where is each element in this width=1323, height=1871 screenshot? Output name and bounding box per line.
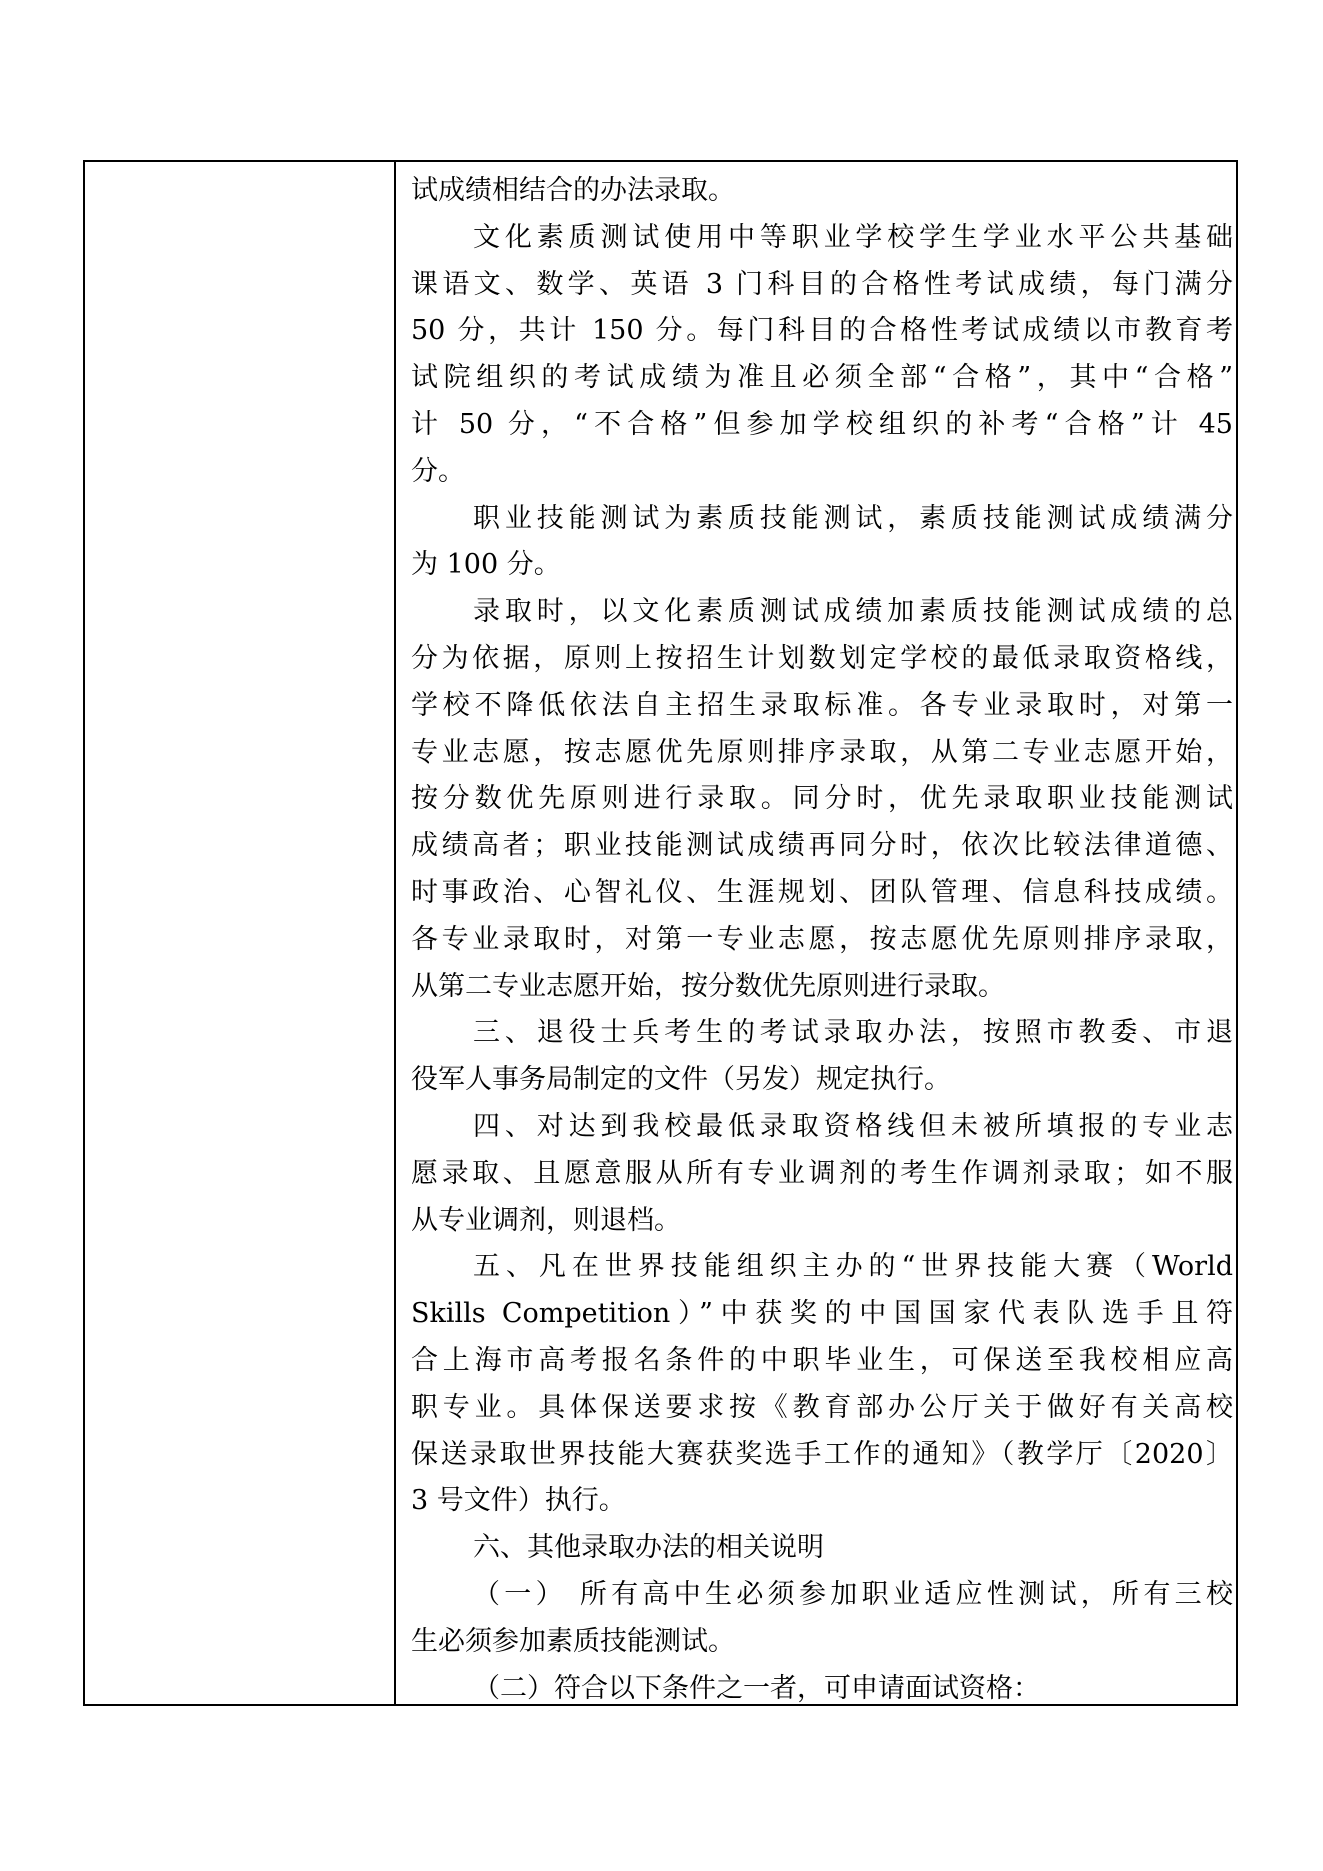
text-line: 按分数优先原则进行录取。同分时，优先录取职业技能测试: [411, 783, 1233, 815]
text-line: 3 号文件）执行。: [411, 1485, 626, 1517]
text-line: 成绩高者；职业技能测试成绩再同分时，依次比较法律道德、: [411, 830, 1233, 862]
text-line: 录取时，以文化素质测试成绩加素质技能测试成绩的总: [473, 596, 1233, 628]
text-line: 三、退役士兵考生的考试录取办法，按照市教委、市退: [473, 1017, 1233, 1049]
text-line: 试院组织的考试成绩为准且必须全部“合格”，其中“合格”: [411, 362, 1233, 394]
text-line: 分为依据，原则上按招生计划数划定学校的最低录取资格线，: [411, 642, 1233, 674]
table-content-cell: [411, 168, 1233, 1712]
text-line: （一） 所有高中生必须参加职业适应性测试，所有三校: [473, 1578, 1233, 1610]
text-line: 各专业录取时，对第一专业志愿，按志愿优先原则排序录取，: [411, 923, 1233, 955]
text-line: 愿录取、且愿意服从所有专业调剂的考生作调剂录取；如不服: [411, 1157, 1233, 1189]
text-line: 时事政治、心智礼仪、生涯规划、团队管理、信息科技成绩。: [411, 876, 1233, 908]
text-line: 职专业。具体保送要求按《教育部办公厅关于做好有关高校: [411, 1391, 1233, 1423]
text-line: 生必须参加素质技能测试。: [411, 1625, 735, 1657]
text-line: 合上海市高考报名条件的中职毕业生，可保送至我校相应高: [411, 1344, 1233, 1376]
text-line: 文化素质测试使用中等职业学校学生学业水平公共基础: [473, 221, 1233, 253]
text-line: 课语文、数学、英语 3 门科目的合格性考试成绩，每门满分: [411, 268, 1233, 300]
text-line: 计 50 分，“不合格”但参加学校组织的补考“合格”计 45: [411, 408, 1233, 440]
text-line: 从专业调剂，则退档。: [411, 1204, 681, 1236]
text-line: 五、凡在世界技能组织主办的“世界技能大赛（World: [473, 1251, 1233, 1283]
text-line: 四、对达到我校最低录取资格线但未被所填报的专业志: [473, 1110, 1233, 1142]
text-line: 役军人事务局制定的文件（另发）规定执行。: [411, 1064, 951, 1096]
text-line: 为 100 分。: [411, 549, 561, 581]
text-line: （二）符合以下条件之一者，可申请面试资格：: [473, 1672, 1040, 1704]
text-line: 六、其他录取办法的相关说明: [473, 1532, 824, 1564]
text-line: 50 分，共计 150 分。每门科目的合格性考试成绩以市教育考: [411, 315, 1233, 347]
text-line: 职业技能测试为素质技能测试，素质技能测试成绩满分: [473, 502, 1233, 534]
text-line: 从第二专业志愿开始，按分数优先原则进行录取。: [411, 970, 1005, 1002]
text-line: Skills Competition）”中获奖的中国国家代表队选手且符: [411, 1298, 1233, 1330]
text-line: 分。: [411, 455, 465, 487]
text-line: 试成绩相结合的办法录取。: [411, 175, 735, 206]
text-line: 学校不降低依法自主招生录取标准。各专业录取时，对第一: [411, 689, 1233, 721]
admission-table: [83, 160, 1238, 1706]
text-line: 专业志愿，按志愿优先原则排序录取，从第二专业志愿开始，: [411, 736, 1233, 768]
table-left-cell: [85, 162, 396, 1704]
text-line: 保送录取世界技能大赛获奖选手工作的通知》（教学厅〔2020〕: [411, 1438, 1233, 1470]
